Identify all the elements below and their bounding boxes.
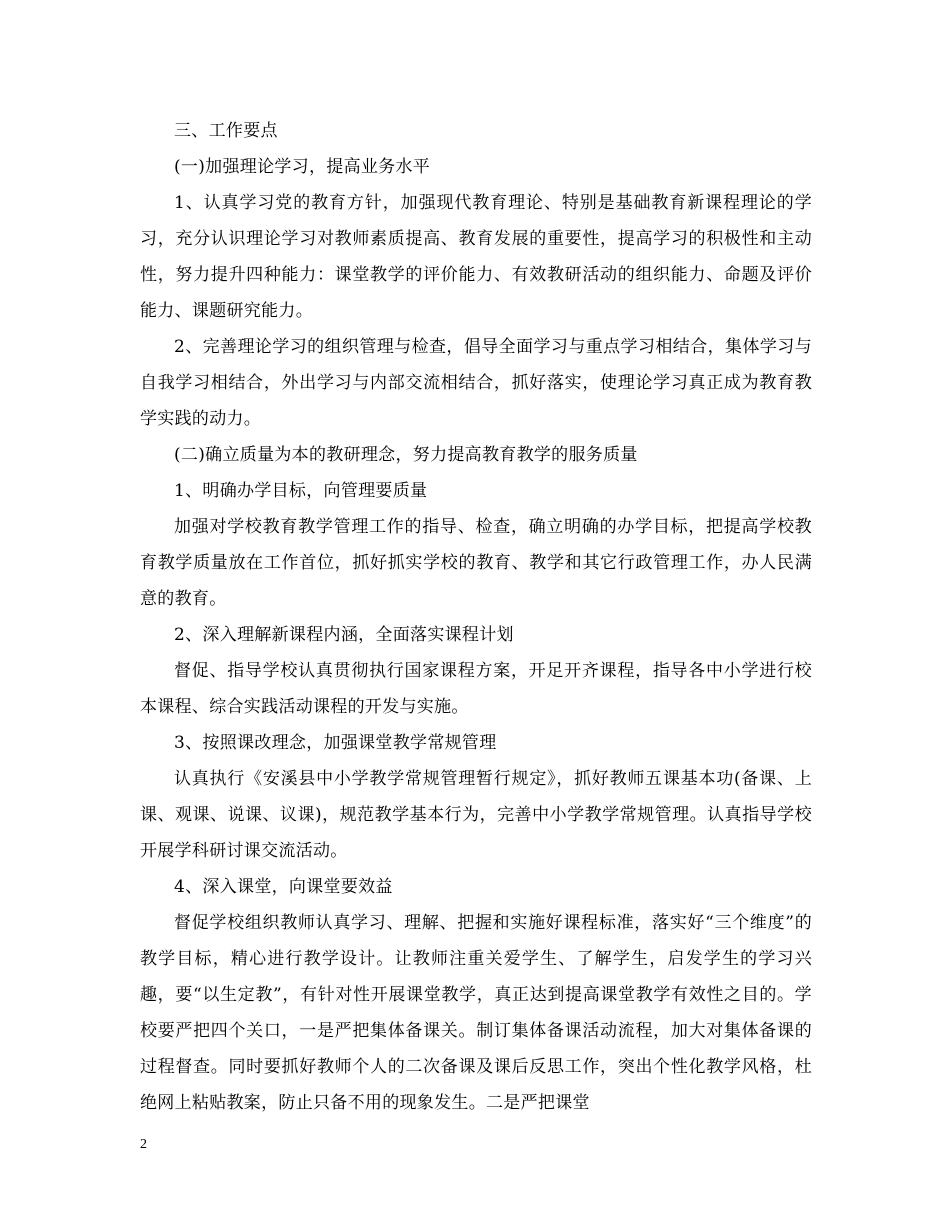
item-heading: 2、深入理解新课程内涵，全面落实课程计划 [174,625,514,645]
body-paragraph: 加强对学校教育教学管理工作的指导、检查，确立明确的办学目标，把提高学校教育教学质量放在工作首位，抓好抓实学校的教育、教学和其它行政管理工作，办人民满意的教育。 [140,517,812,609]
body-paragraph: 2、完善理论学习的组织管理与检查，倡导全面学习与重点学习相结合，集体学习与自我学习相结合，外出学习与内部交流相结合，抓好落实，使理论学习真正成为教育教学实践的动力。 [140,337,812,429]
page-number: 2 [140,1137,147,1152]
body-paragraph: 督促、指导学校认真贯彻执行国家课程方案，开足开齐课程，指导各中小学进行校本课程、综合实践活动课程的开发与实施。 [140,661,812,717]
item-heading: 1、明确办学目标，向管理要质量 [174,481,428,501]
subsection-heading: (一)加强理论学习，提高业务水平 [174,157,431,177]
body-paragraph: 督促学校组织教师认真学习、理解、把握和实施好课程标准，落实好“三个维度”的教学目标，精心进行教学设计。让教师注重关爱学生、了解学生，启发学生的学习兴趣，要“以生定教”，有针对性开展课堂教学，真正达到提高课堂教学有效性之目的。学校要严把四个关口，一是严把集体备课关。制订集体备课活动流程，加大对集体备课的过程督查。同时要抓好教师个人的二次备课及课后反思工作，突出个性化教学风格，杜绝网上粘贴教案，防止只备不用的现象发生。二是严把课堂 [140,913,812,1113]
item-heading: 3、按照课改理念，加强课堂教学常规管理 [174,733,497,753]
subsection-heading: (二)确立质量为本的教研理念，努力提高教育教学的服务质量 [174,445,638,465]
section-heading: 三、工作要点 [174,121,278,141]
body-paragraph: 1、认真学习党的教育方针，加强现代教育理论、特别是基础教育新课程理论的学习，充分认识理论学习对教师素质提高、教育发展的重要性，提高学习的积极性和主动性，努力提升四种能力：课堂教学的评价能力、有效教研活动的组织能力、命题及评价能力、课题研究能力。 [140,193,812,321]
item-heading: 4、深入课堂，向课堂要效益 [174,877,393,897]
body-paragraph: 认真执行《安溪县中小学教学常规管理暂行规定》，抓好教师五课基本功(备课、上课、观课、说课、议课)，规范教学基本行为，完善中小学教学常规管理。认真指导学校开展学科研讨课交流活动。 [140,769,812,861]
document-body [140,113,812,1121]
